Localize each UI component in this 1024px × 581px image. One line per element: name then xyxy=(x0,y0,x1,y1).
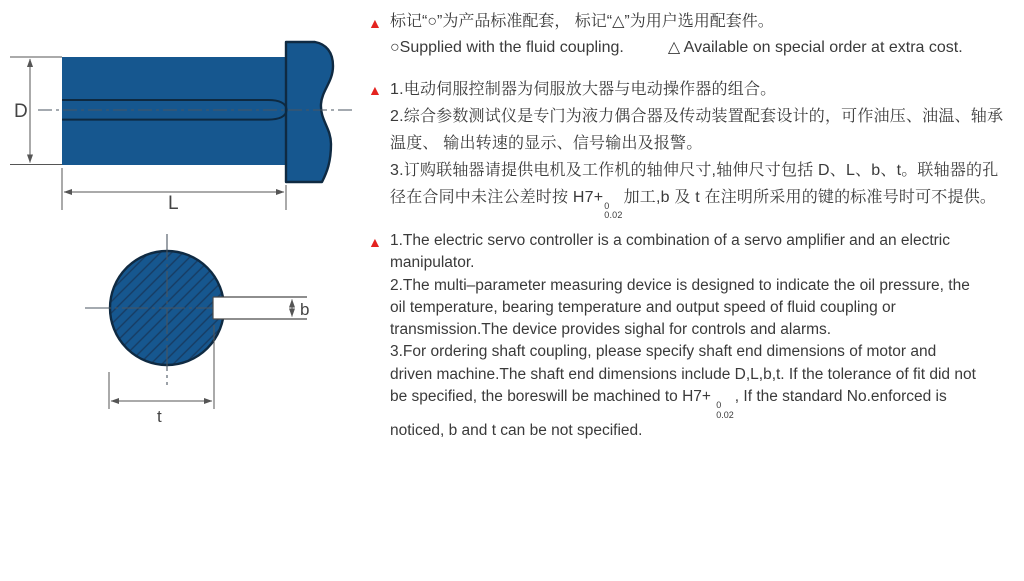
en-note-line: noticed, b and t can be not specified. xyxy=(390,421,643,439)
legend-block xyxy=(368,9,1020,61)
english-notes-block xyxy=(368,230,1020,442)
label-b: b xyxy=(300,300,310,319)
tolerance-upper: 0 xyxy=(716,400,722,411)
label-D: D xyxy=(14,101,28,122)
red-triangle-icon: ▲ xyxy=(368,82,383,98)
legend-gap xyxy=(624,35,668,61)
zh-note-line: 温度、 输出转速的显示、信号输出及报警。 xyxy=(390,135,703,152)
zh-note-line: 1.电动伺服控制器为伺服放大器与电动操作器的组合。 xyxy=(390,81,777,98)
keyway-notch xyxy=(213,297,310,320)
shaft-side-view xyxy=(10,42,353,214)
tolerance-stack xyxy=(716,401,734,420)
zh-note-line xyxy=(390,184,1020,221)
en-note-line: driven machine.The shaft end dimensions include D,L,b,t. If the tolerance of fit did not xyxy=(390,365,976,383)
en-note-line: transmission.The device provides sighal for controls and alarms. xyxy=(390,321,832,339)
en-note-line8-pre: be specified, the boreswill be machined to H7+ xyxy=(390,388,716,406)
tolerance-lower: 0.02 xyxy=(604,210,623,221)
legend-en-supplied: ○Supplied with the fluid coupling. xyxy=(390,39,624,56)
en-note-line: 1.The electric servo controller is a combination of a servo amplifier and an electric xyxy=(390,232,950,249)
legend-en-line xyxy=(390,35,1020,61)
tolerance-stack xyxy=(604,202,622,221)
red-triangle-icon: ▲ xyxy=(368,234,382,250)
legend-zh-line: 标记“○”为产品标准配套， 标记“△”为用户选用配套件。 xyxy=(390,13,774,30)
zh-note-line5-post: 加工,b 及 t 在注明所采用的键的标准号时可不提供。 xyxy=(623,189,997,206)
en-note-line: oil temperature, bearing temperature and output speed of fluid coupling or xyxy=(390,298,896,316)
en-note-line8-post: , If the standard No.enforced is xyxy=(734,388,947,406)
zh-note-line: 3.订购联轴器请提供电机及工作机的轴伸尺寸,轴伸尺寸包括 D、L、b、t。联轴器的孔 xyxy=(390,162,999,179)
shaft-cross-section xyxy=(85,234,309,426)
zh-note-line5-pre: 径在合同中未注公差时按 H7+ xyxy=(390,189,604,206)
chinese-notes-block xyxy=(368,76,1020,221)
zh-note-line: 2.综合参数测试仪是专门为液力偶合器及传动装置配套设计的，可作油压、油温、轴承 xyxy=(390,108,1004,125)
tolerance-upper: 0 xyxy=(604,201,610,211)
en-note-line xyxy=(390,386,1020,420)
en-note-line: 2.The multi–parameter measuring device is designed to indicate the oil pressure, the xyxy=(390,276,970,294)
shaft-dimension-diagram xyxy=(0,0,365,435)
hub-broken-section xyxy=(286,42,333,182)
shaft-body xyxy=(62,57,286,165)
tolerance-lower: 0.02 xyxy=(716,409,734,420)
en-note-line: manipulator. xyxy=(390,254,475,272)
label-t: t xyxy=(157,407,162,426)
red-triangle-icon: ▲ xyxy=(368,15,382,31)
en-note-line: 3.For ordering shaft coupling, please specify shaft end dimensions of motor and xyxy=(390,343,937,361)
legend-en-available: △ Available on special order at extra cost. xyxy=(667,39,963,56)
label-L: L xyxy=(168,193,179,214)
